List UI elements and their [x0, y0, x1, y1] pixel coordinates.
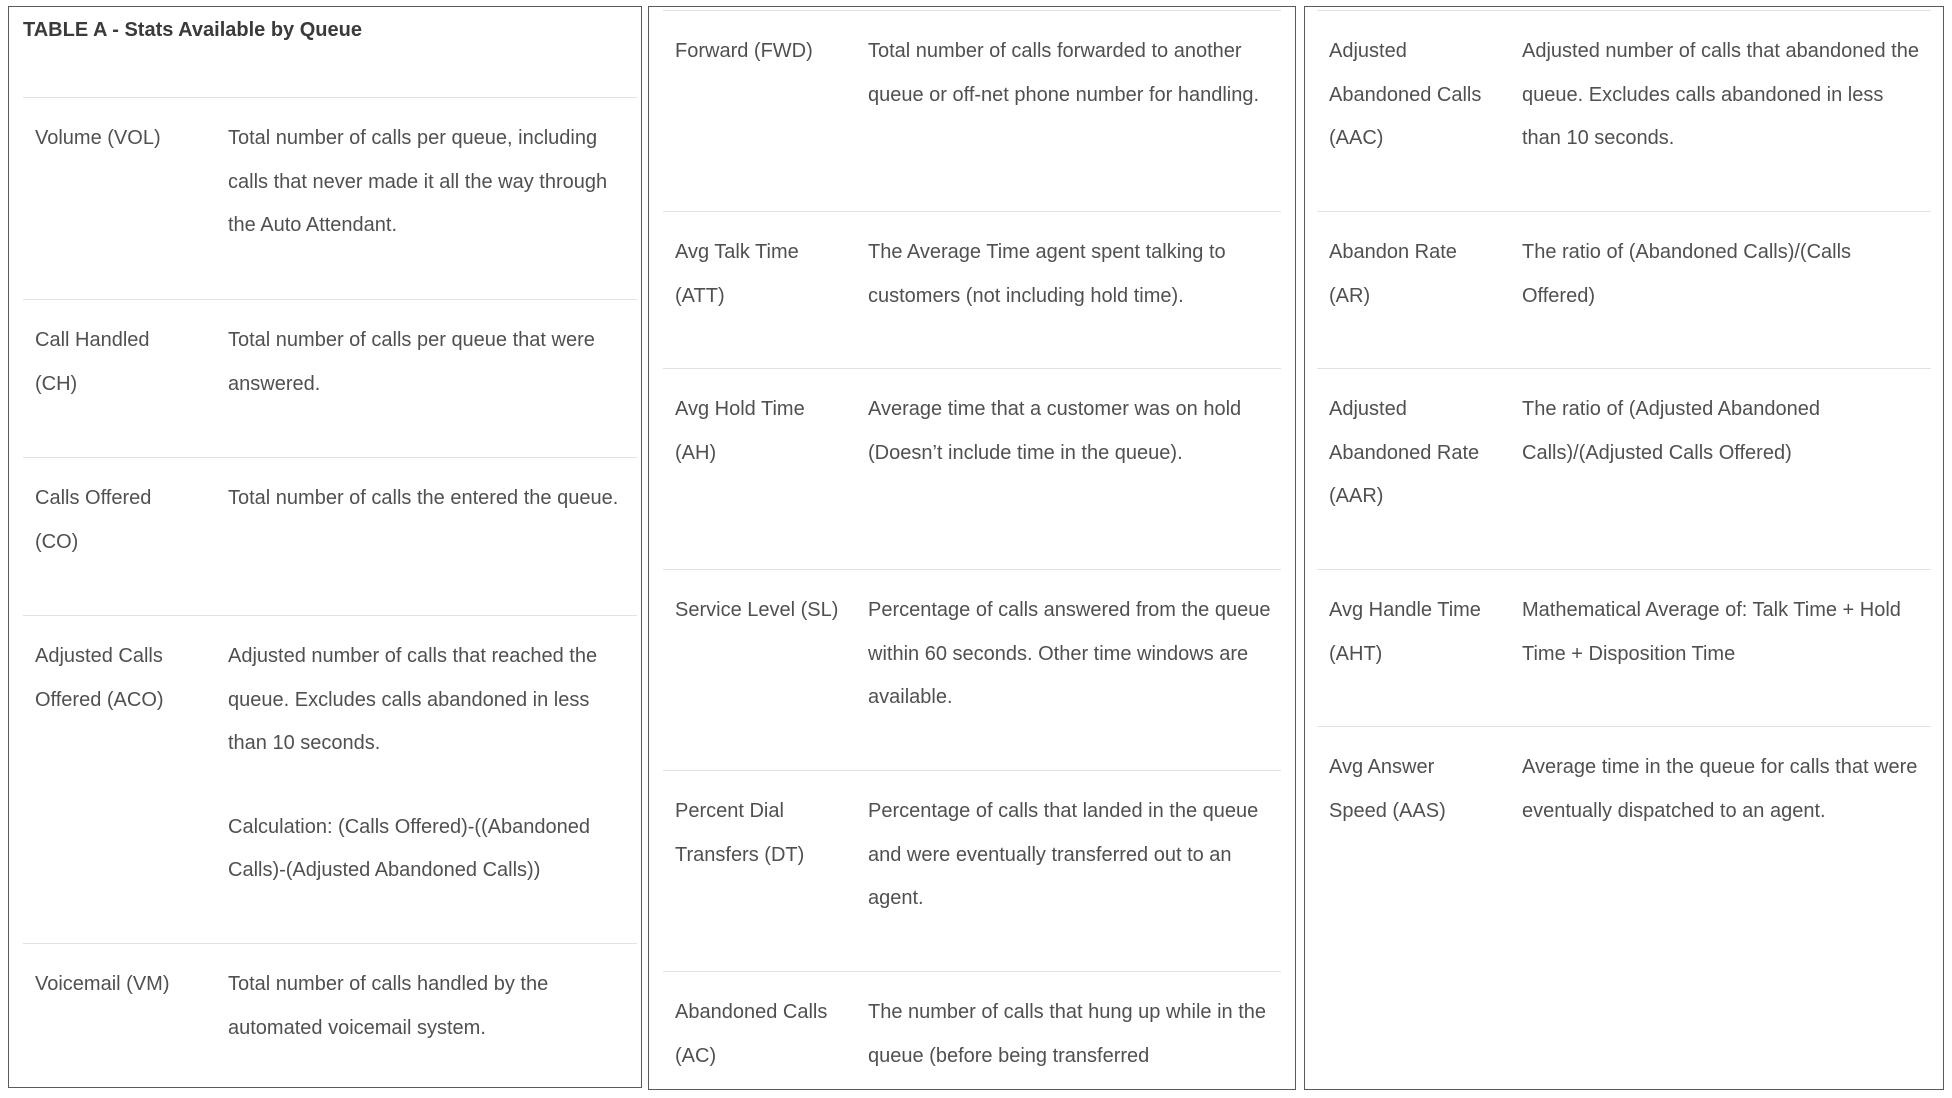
stat-term: Call Handled (CH) — [35, 329, 150, 395]
stat-definition: Total number of calls forwarded to another queue or off-net phone number for handling. — [868, 40, 1260, 106]
stat-definition: Total number of calls per queue that were answered. — [228, 329, 595, 395]
stat-definition: Mathematical Average of: Talk Time + Hold Time + Disposition Time — [1522, 599, 1901, 665]
stat-term: Voicemail (VM) — [35, 973, 170, 995]
stat-definition: The ratio of (Abandoned Calls)/(Calls Offered) — [1522, 241, 1852, 307]
stat-term: Avg Hold Time (AH) — [675, 398, 805, 464]
table-row — [663, 10, 1281, 211]
stat-term: Volume (VOL) — [35, 127, 161, 149]
stat-term: Abandoned Calls (AC) — [675, 1001, 828, 1067]
table-row — [23, 97, 637, 299]
stat-definition: Percentage of calls that landed in the queue and were eventually transferred out to an agent. — [868, 800, 1259, 909]
stat-definition: Average time that a customer was on hold (Doesn’t include time in the queue). — [868, 398, 1242, 464]
table-row — [1317, 211, 1931, 368]
table-row — [663, 770, 1281, 971]
stat-term: Service Level (SL) — [675, 599, 839, 621]
stat-definition: Total number of calls per queue, including calls that never made it all the way through the Auto Attendant. — [228, 127, 608, 236]
table-row — [1317, 368, 1931, 569]
stat-definition: Percentage of calls answered from the queue within 60 seconds. Other time windows are available. — [868, 599, 1271, 708]
stat-term: Percent Dial Transfers (DT) — [675, 800, 805, 866]
table-panel-2 — [648, 6, 1296, 1090]
stat-definition: The number of calls that hung up while in the queue (before being transferred — [868, 1001, 1267, 1067]
stat-definition: The ratio of (Adjusted Abandoned Calls)/(Adjusted Calls Offered) — [1522, 398, 1820, 464]
table-panel-3 — [1304, 6, 1944, 1090]
stat-term: Avg Talk Time (ATT) — [675, 241, 799, 307]
stat-definition: Total number of calls the entered the queue. — [228, 487, 619, 509]
table-row — [1317, 726, 1931, 926]
stat-term: Forward (FWD) — [675, 40, 813, 62]
stat-term: Avg Answer Speed (AAS) — [1329, 756, 1446, 822]
definitions-list-3 — [1317, 10, 1931, 926]
stat-definition: The Average Time agent spent talking to customers (not including hold time). — [868, 241, 1226, 307]
stat-definition: Total number of calls handled by the automated voicemail system. — [228, 973, 549, 1039]
table-row — [1317, 10, 1931, 211]
table-panel-1 — [8, 6, 642, 1088]
table-row — [663, 569, 1281, 770]
definitions-list-1 — [23, 97, 637, 1083]
stat-term: Calls Offered (CO) — [35, 487, 152, 553]
definitions-list-2 — [663, 10, 1281, 1090]
stat-definition: Adjusted number of calls that abandoned the queue. Excludes calls abandoned in less than 10 seconds. — [1522, 40, 1919, 149]
table-row — [663, 368, 1281, 569]
table-row — [1317, 569, 1931, 726]
stat-term: Abandon Rate (AR) — [1329, 241, 1457, 307]
stat-term: Avg Handle Time (AHT) — [1329, 599, 1481, 665]
table-row — [23, 943, 637, 1083]
table-row — [23, 299, 637, 457]
table-title: TABLE A - Stats Available by Queue — [23, 19, 362, 41]
stat-term: Adjusted Abandoned Rate (AAR) — [1329, 398, 1480, 507]
stat-definition: Adjusted number of calls that reached the queue. Excludes calls abandoned in less than 10 seconds. Calculation: (Calls Offered)-((Abandoned Calls)-(Adjusted Abandoned Calls)) — [228, 645, 598, 881]
stat-definition: Average time in the queue for calls that were eventually dispatched to an agent. — [1522, 756, 1918, 822]
table-row — [663, 971, 1281, 1090]
table-row — [23, 457, 637, 615]
stat-term: Adjusted Calls Offered (ACO) — [35, 645, 164, 711]
stat-term: Adjusted Abandoned Calls (AAC) — [1329, 40, 1482, 149]
table-row — [663, 211, 1281, 368]
table-row — [23, 615, 637, 943]
